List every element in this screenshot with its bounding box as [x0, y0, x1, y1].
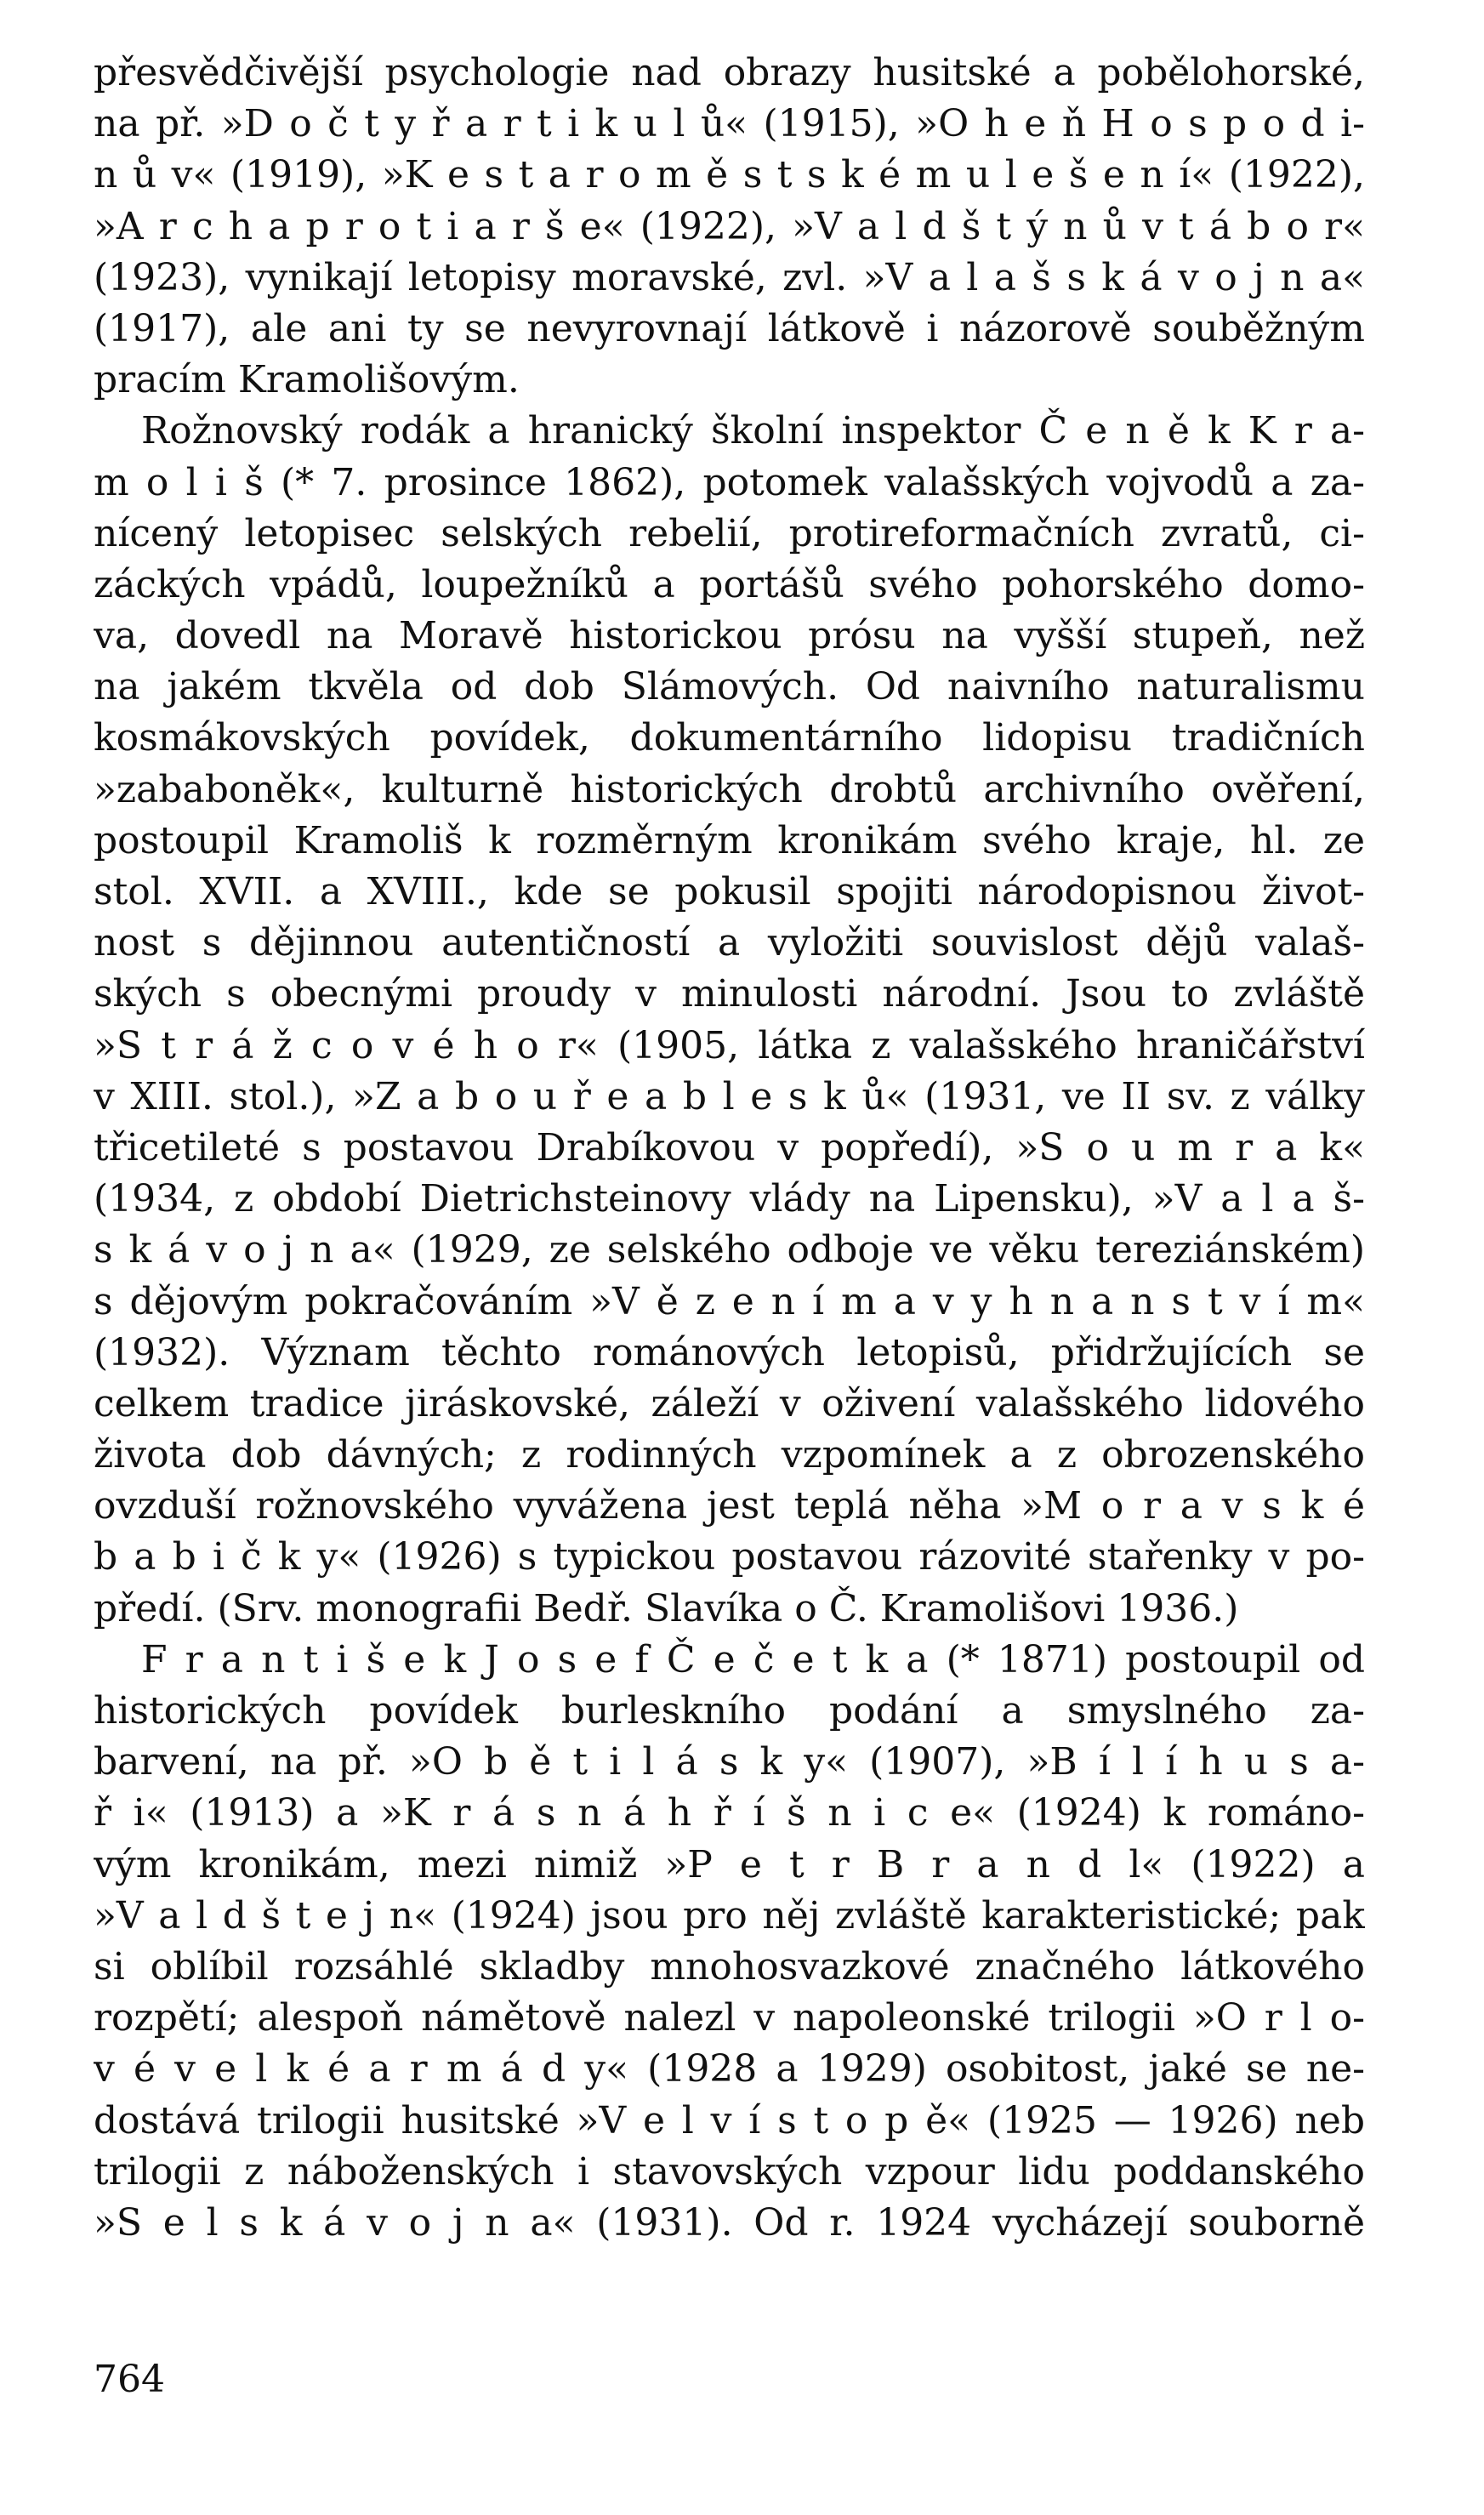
text-line: n ů v« (1919), »K e s t a r o m ě s t s k é m u l e š e n í« (1922), — [94, 153, 1365, 197]
text-line: ř i« (1913) a »K r á s n á h ř í š n i c e« (1924) k románo- — [94, 1791, 1365, 1835]
text-line: historických povídek burleskního podání a smyslného za- — [94, 1689, 1365, 1733]
text-line: »V a l d š t e j n« (1924) jsou pro něj zvláště karakteristické; pak — [94, 1893, 1365, 1937]
text-line: trilogii z náboženských i stavovských vzpour lidu poddanského — [94, 2149, 1365, 2194]
text-line: postoupil Kramoliš k rozměrným kronikám svého kraje, hl. ze — [94, 818, 1365, 862]
text-line: na př. »D o č t y ř a r t i k u l ů« (1915), »O h e ň H o s p o d i- — [94, 102, 1365, 146]
text-line: stol. XVII. a XVIII., kde se pokusil spojiti národopisnou život- — [94, 870, 1365, 913]
page-number: 764 — [94, 2358, 165, 2401]
text-line: nost s dějinnou autentičností a vyložiti souvislost dějů valaš- — [94, 921, 1365, 965]
text-line: záckých vpádů, loupežníků a portášů svého pohorského domo- — [94, 562, 1365, 606]
text-line: s k á v o j n a« (1929, ze selského odboje ve věku tereziánském) — [94, 1228, 1365, 1272]
text-line: Rožnovský rodák a hranický školní inspektor Č e n ě k K r a- — [141, 409, 1365, 453]
text-line: (1917), ale ani ty se nevyrovnají látkově i názorově souběžným — [94, 306, 1365, 350]
text-line: v XIII. stol.), »Z a b o u ř e a b l e s k ů« (1931, ve II sv. z války — [94, 1074, 1365, 1118]
text-line: si oblíbil rozsáhlé skladby mnohosvazkové značného látkového — [94, 1944, 1365, 1989]
text-line: s dějovým pokračováním »V ě z e n í m a v y h n a n s t v í m« — [94, 1279, 1365, 1323]
text-line: rozpětí; alespoň námětově nalezl v napoleonské trilogii »O r l o- — [94, 1996, 1365, 2040]
text-line: vým kronikám, mezi nimiž »P e t r B r a n d l« (1922) a — [94, 1842, 1365, 1886]
text-line: »S t r á ž c o v é h o r« (1905, látka z valašského hraničářství — [94, 1023, 1365, 1067]
text-line: ovzduší rožnovského vyvážena jest teplá něha »M o r a v s k é — [94, 1484, 1365, 1528]
text-line: (1934, z období Dietrichsteinovy vlády na Lipensku), »V a l a š- — [94, 1177, 1365, 1221]
text-line: pracím Kramolišovým. — [94, 358, 520, 402]
text-line: dostává trilogii husitské »V e l v í s t o p ě« (1925 — 1926) neb — [94, 2098, 1365, 2142]
text-line: m o l i š (* 7. prosince 1862), potomek valašských vojvodů a za- — [94, 460, 1365, 504]
text-line: třicetileté s postavou Drabíkovou v popředí), »S o u m r a k« — [94, 1125, 1365, 1169]
text-line: (1932). Význam těchto románových letopisů, přidržujících se — [94, 1330, 1365, 1374]
body-text — [94, 48, 1365, 2249]
text-line: přesvědčivější psychologie nad obrazy husitské a pobělohorské, — [94, 51, 1365, 94]
text-line: va, dovedl na Moravě historickou prósu na vyšší stupeň, než — [94, 614, 1365, 658]
text-line: (1923), vynikají letopisy moravské, zvl. »V a l a š s k á v o j n a« — [94, 255, 1365, 299]
text-line: v é v e l k é a r m á d y« (1928 a 1929) osobitost, jaké se ne- — [94, 2047, 1365, 2091]
text-line: na jakém tkvěla od dob Slámových. Od naivního naturalismu — [94, 665, 1365, 709]
text-line: celkem tradice jiráskovské, záleží v oživení valašského lidového — [94, 1381, 1365, 1425]
text-line: »A r c h a p r o t i a r š e« (1922), »V a l d š t ý n ů v t á b o r« — [94, 204, 1365, 248]
text-line: života dob dávných; z rodinných vzpomínek a z obrozenského — [94, 1433, 1365, 1477]
text-line: kosmákovských povídek, dokumentárního lidopisu tradičních — [94, 716, 1365, 760]
text-line: b a b i č k y« (1926) s typickou postavou rázovité stařenky v po- — [94, 1535, 1365, 1579]
text-line: předí. (Srv. monografii Bedř. Slavíka o Č. Kramolišovi 1936.) — [94, 1586, 1239, 1630]
text-line: barvení, na př. »O b ě t i l á s k y« (1907), »B í l í h u s a- — [94, 1740, 1365, 1784]
text-line: »S e l s k á v o j n a« (1931). Od r. 1924 vycházejí souborně — [94, 2200, 1365, 2245]
text-line: F r a n t i š e k J o s e f Č e č e t k a (* 1871) postoupil od — [141, 1637, 1365, 1681]
text-line: nícený letopisec selských rebelií, protireformačních zvratů, ci- — [94, 511, 1365, 555]
text-line: »zababoněk«, kulturně historických drobtů archivního ověření, — [94, 767, 1365, 811]
text-line: ských s obecnými proudy v minulosti národní. Jsou to zvláště — [94, 972, 1365, 1016]
